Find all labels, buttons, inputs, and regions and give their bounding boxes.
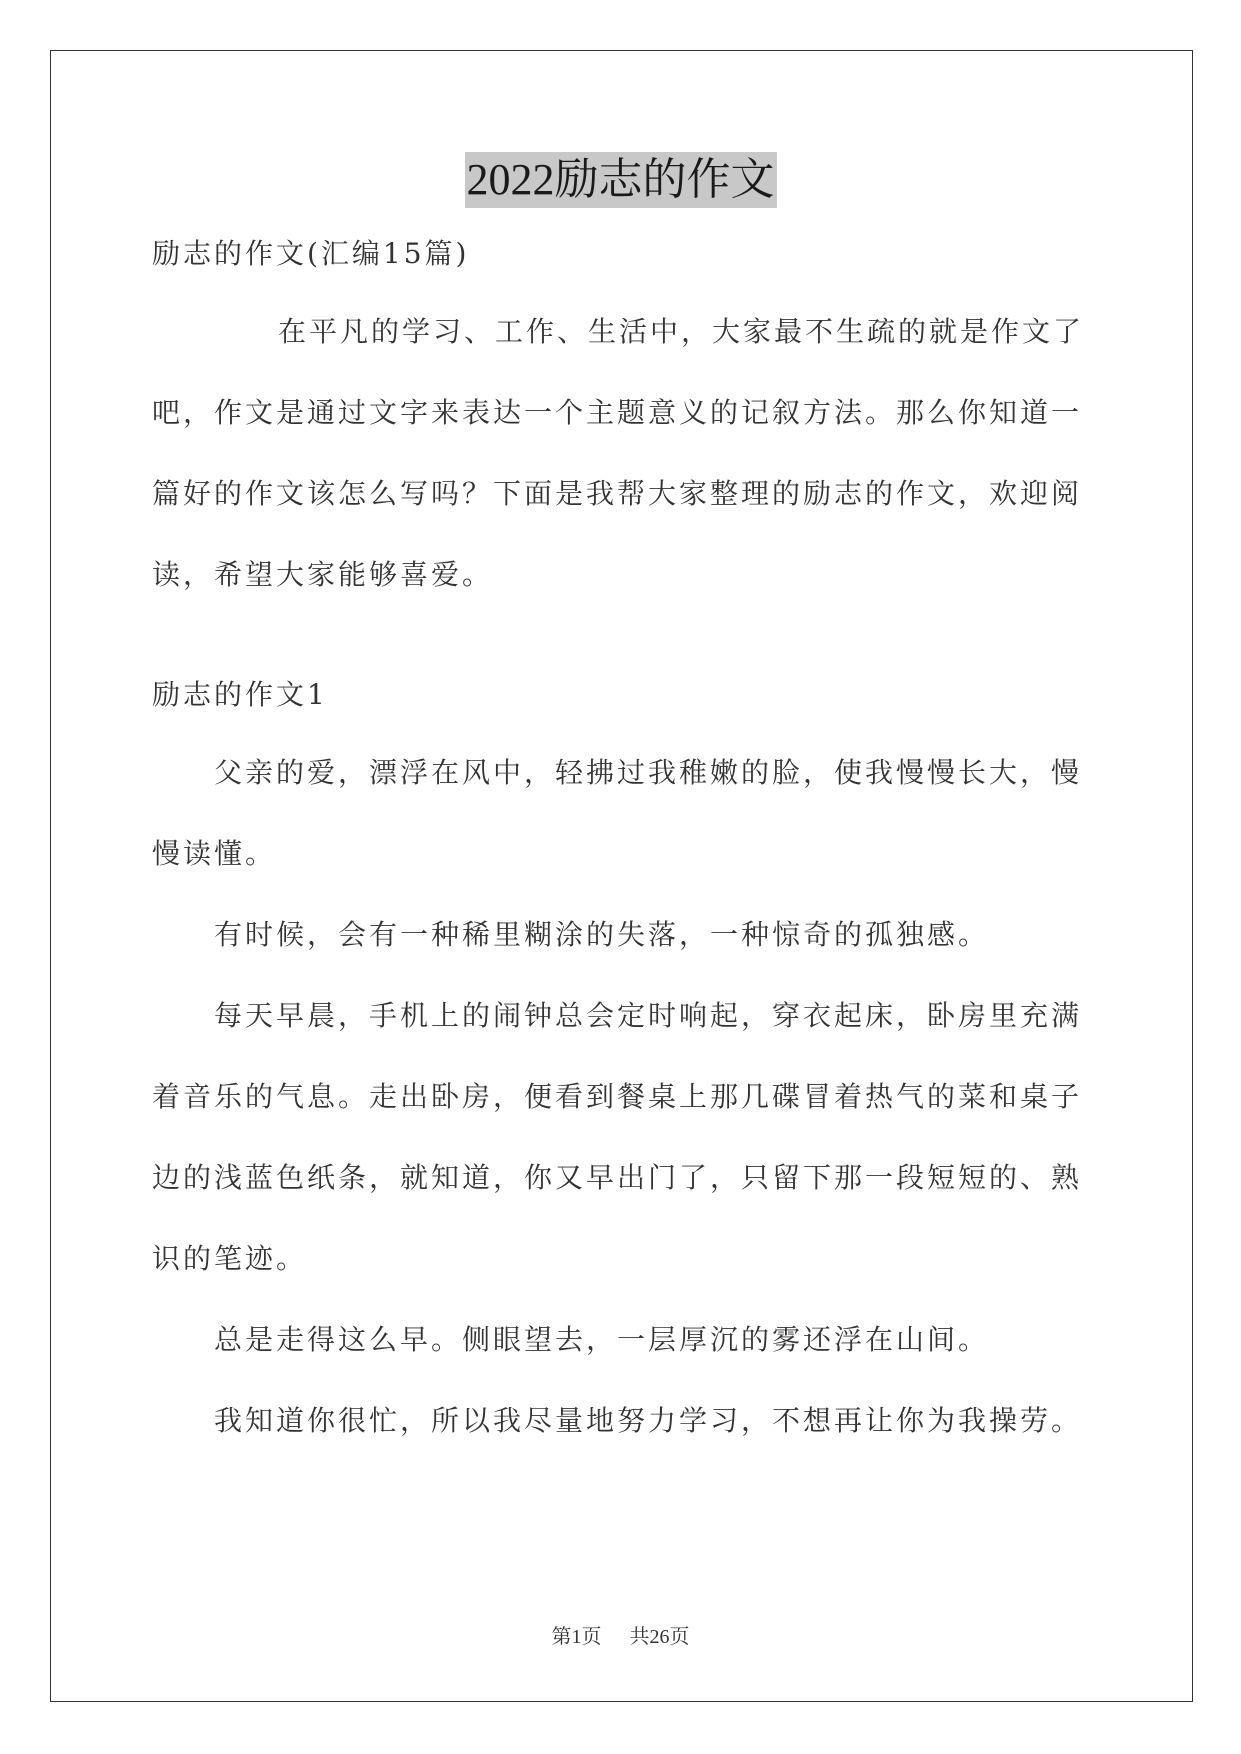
paragraph-line: 慢读懂。 — [152, 837, 277, 870]
body-paragraph-4 — [152, 1320, 1092, 1360]
page-footer — [0, 1620, 1241, 1649]
paragraph-line: 有时候，会有一种稀里糊涂的失落，一种惊奇的孤独感。 — [214, 918, 990, 951]
paragraph-line: 父亲的爱，漂浮在风中，轻拂过我稚嫩的脸，使我慢慢长大，慢 — [214, 756, 1083, 789]
paragraph-line: 每天早晨，手机上的闹钟总会定时响起，穿衣起床，卧房里充满 — [214, 999, 1083, 1032]
body-paragraph-5 — [152, 1401, 1092, 1441]
intro-line: 吧，作文是通过文字来表达一个主题意义的记叙方法。那么你知道一 — [152, 396, 1083, 429]
paragraph-line: 边的浅蓝色纸条，就知道，你又早出门了，只留下那一段短短的、熟 — [152, 1161, 1083, 1194]
intro-line: 读，希望大家能够喜爱。 — [152, 558, 494, 591]
document-body — [152, 234, 1092, 1482]
intro-line: 篇好的作文该怎么写吗？下面是我帮大家整理的励志的作文，欢迎阅 — [152, 477, 1083, 510]
intro-paragraph — [152, 312, 1092, 595]
document-title — [0, 152, 1241, 208]
page-total: 共26页 — [629, 1626, 690, 1648]
body-paragraph-2 — [152, 915, 1092, 955]
paragraph-line: 着音乐的气息。走出卧房，便看到餐桌上那几碟冒着热气的菜和桌子 — [152, 1080, 1083, 1113]
body-paragraph-1 — [152, 753, 1092, 874]
intro-line: 在平凡的学习、工作、生活中，大家最不生疏的就是作文了 — [278, 315, 1085, 348]
page-number: 第1页 — [551, 1626, 602, 1648]
paragraph-line: 识的笔迹。 — [152, 1242, 308, 1275]
document-title-text: 2022励志的作文 — [465, 152, 777, 208]
document-subtitle: 励志的作文(汇编15篇) — [152, 237, 470, 270]
paragraph-line: 总是走得这么早。侧眼望去，一层厚沉的雾还浮在山间。 — [214, 1323, 990, 1356]
body-paragraph-3 — [152, 996, 1092, 1279]
paragraph-line: 我知道你很忙，所以我尽量地努力学习，不想再让你为我操劳。 — [214, 1404, 1083, 1437]
section-heading: 励志的作文1 — [152, 678, 328, 711]
